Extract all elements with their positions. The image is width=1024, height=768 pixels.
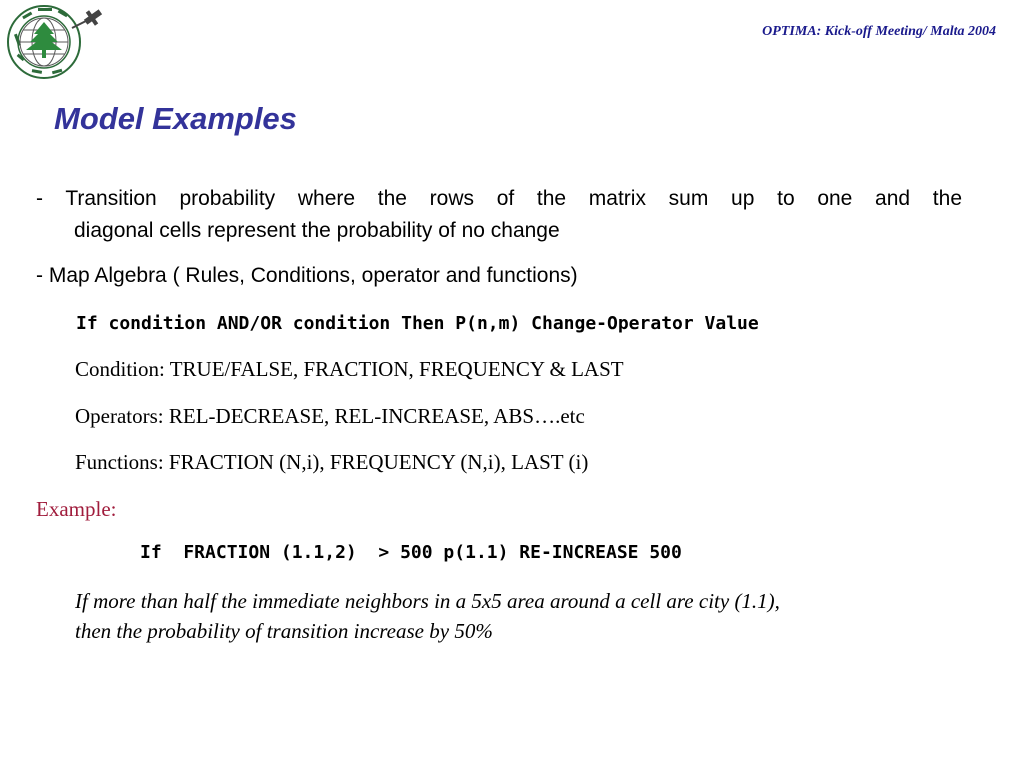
example-rule: If FRACTION (1.1,2) > 500 p(1.1) RE-INCREASE 500 [140, 542, 682, 563]
bullet-transition-line1: - Transition probability where the rows of the matrix sum up to one and the [36, 187, 962, 210]
bullet-transition-line2: diagonal cells represent the probability of no change [74, 219, 560, 242]
rule-syntax: If condition AND/OR condition Then P(n,m) Change-Operator Value [76, 313, 759, 334]
operators-line: Operators: REL-DECREASE, REL-INCREASE, ABS….etc [75, 404, 585, 428]
explanation-line1: If more than half the immediate neighbors in a 5x5 area around a cell are city (1.1), [75, 589, 780, 613]
national-center-logo-icon [2, 0, 114, 80]
meeting-header: OPTIMA: Kick-off Meeting/ Malta 2004 [762, 24, 996, 39]
bullet-map-algebra: - Map Algebra ( Rules, Conditions, operator and functions) [36, 264, 578, 287]
explanation-line2: then the probability of transition increase by 50% [75, 619, 493, 643]
example-label: Example: [36, 497, 117, 521]
conditions-line: Condition: TRUE/FALSE, FRACTION, FREQUENCY & LAST [75, 357, 624, 381]
functions-line: Functions: FRACTION (N,i), FREQUENCY (N,i), LAST (i) [75, 450, 589, 474]
slide-title: Model Examples [54, 101, 297, 136]
